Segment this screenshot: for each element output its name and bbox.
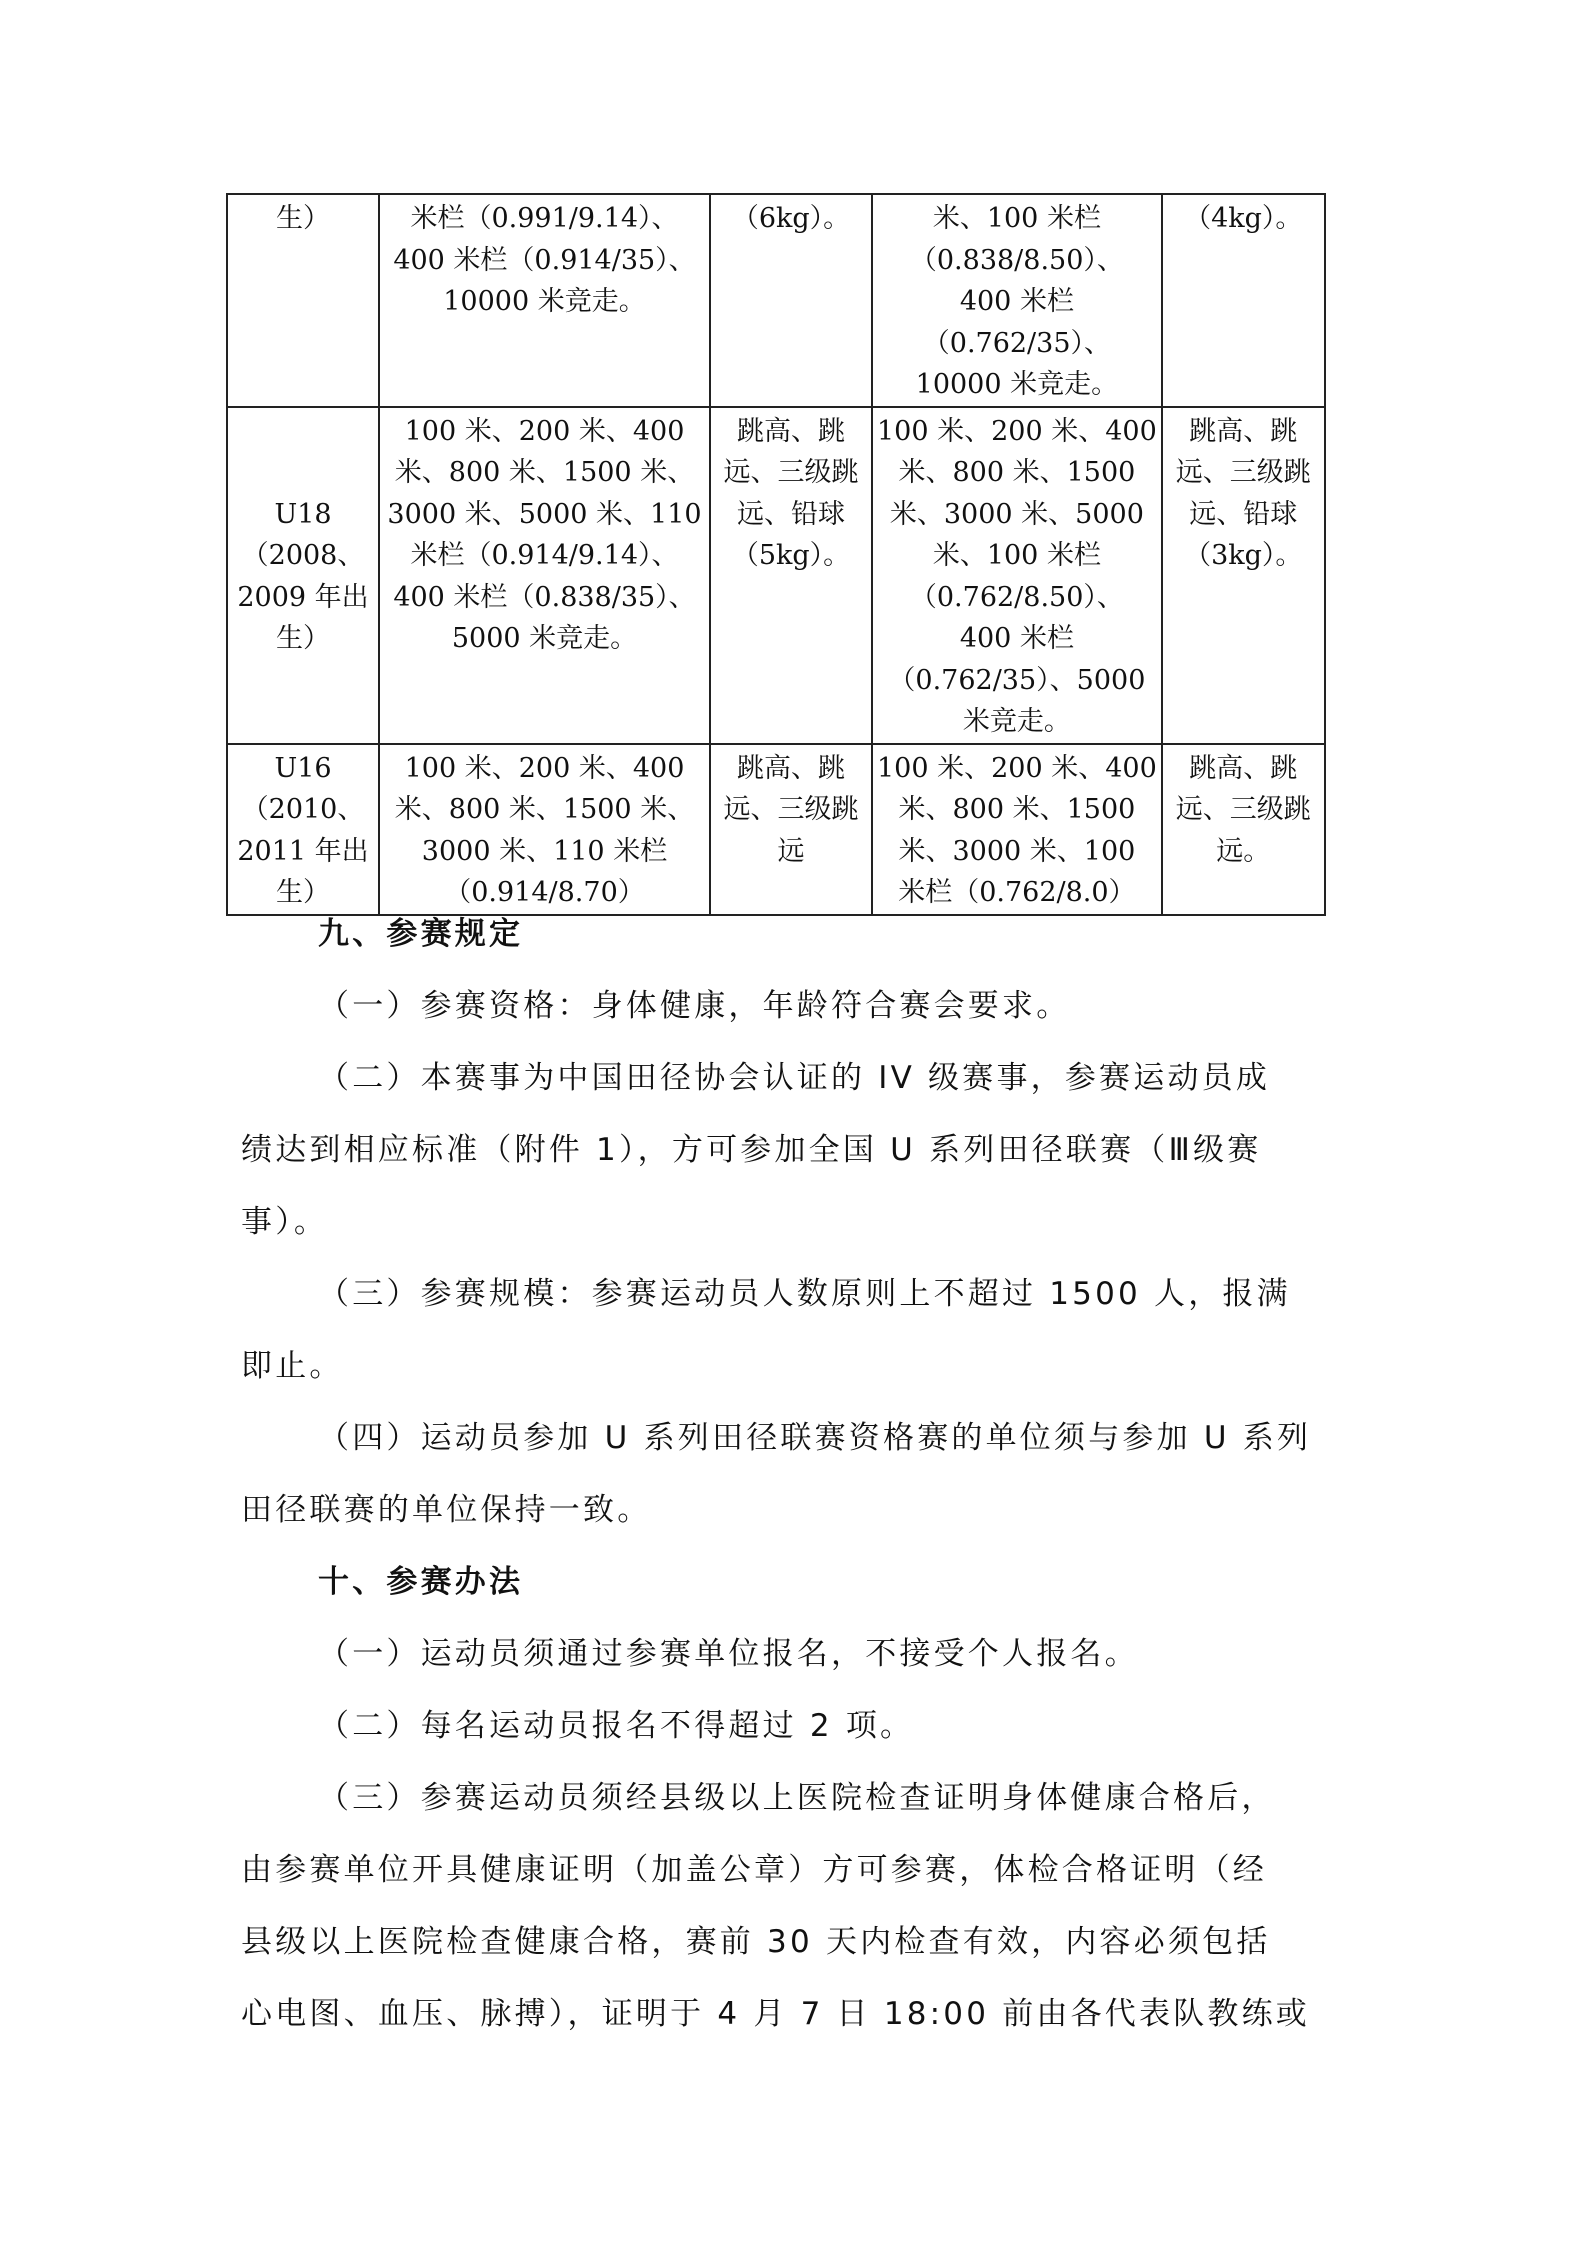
cell-text-line: 跳高、跳	[737, 415, 845, 447]
table-row	[227, 407, 1325, 744]
cell-text-line: 米栏（0.991/9.14）、	[410, 203, 679, 234]
cell-text-line: （0.762/35）、5000	[888, 664, 1146, 696]
female-field-events-cell	[1162, 744, 1325, 915]
cell-text-line: 400 米栏（0.914/35）、	[393, 244, 696, 276]
group-cell	[227, 744, 379, 915]
cell-text-line: 远	[777, 835, 805, 867]
cell-text-line: 远、三级跳	[1175, 457, 1311, 488]
s10-paragraph-3-line-3: 县级以上医院检查健康合格，赛前 30 天内检查有效，内容必须包括	[241, 1924, 1271, 1960]
cell-text-line: 米栏（0.762/8.0）	[898, 877, 1136, 908]
cell-text-line: 米、800 米、1500 米、	[394, 457, 695, 488]
s9-paragraph-3-line-1: （三）参赛规模：参赛运动员人数原则上不超过 1500 人，报满	[318, 1276, 1291, 1312]
female-track-events-cell	[872, 194, 1162, 407]
events-table	[226, 193, 1326, 916]
cell-text-line: （6kg）。	[731, 203, 851, 234]
cell-text-line: 跳高、跳	[1189, 752, 1298, 784]
s10-paragraph-3-line-2: 由参赛单位开具健康证明（加盖公章）方可参赛，体检合格证明（经	[241, 1852, 1267, 1888]
s10-paragraph-3-line-1: （三）参赛运动员须经县级以上医院检查证明身体健康合格后，	[318, 1780, 1276, 1816]
cell-text-line: 远、铅球	[737, 498, 845, 530]
cell-text-line: 跳高、跳	[1189, 415, 1298, 447]
cell-text-line: （2010、	[241, 794, 365, 825]
cell-text-line: 生）	[276, 203, 330, 234]
group-cell	[227, 407, 379, 744]
cell-text-line: 10000 米竞走。	[443, 286, 646, 317]
table-row	[227, 744, 1325, 915]
cell-text-line: 米栏（0.914/9.14）、	[410, 540, 679, 571]
section-10-heading: 十、参赛办法	[318, 1564, 524, 1600]
cell-text-line: 米、800 米、1500 米、	[394, 794, 695, 825]
cell-text-line: U18	[274, 498, 332, 530]
s9-paragraph-2-line-3: 事）。	[241, 1204, 329, 1240]
s10-paragraph-1: （一）运动员须通过参赛单位报名，不接受个人报名。	[318, 1636, 1139, 1672]
cell-text-line: （4kg）。	[1184, 203, 1303, 234]
cell-text-line: 3000 米、5000 米、110	[387, 498, 702, 530]
section-9-heading: 九、参赛规定	[318, 916, 524, 952]
male-track-events-cell	[379, 194, 710, 407]
cell-text-line: （0.838/8.50）、	[909, 244, 1124, 276]
cell-text-line: 远、三级跳	[723, 794, 859, 825]
s10-paragraph-2: （二）每名运动员报名不得超过 2 项。	[318, 1708, 915, 1744]
female-field-events-cell	[1162, 194, 1325, 407]
cell-text-line: （2008、	[241, 540, 365, 571]
male-field-events-cell	[710, 407, 872, 744]
s9-paragraph-4-line-1: （四）运动员参加 U 系列田径联赛资格赛的单位须与参加 U 系列	[318, 1420, 1312, 1456]
table-row	[227, 194, 1325, 407]
s9-paragraph-2-line-2: 绩达到相应标准（附件 1），方可参加全国 U 系列田径联赛（Ⅲ级赛	[241, 1132, 1262, 1168]
cell-text-line: （3kg）。	[1184, 540, 1303, 571]
cell-text-line: 生）	[276, 877, 330, 908]
cell-text-line: 100 米、200 米、400	[404, 752, 685, 784]
female-field-events-cell	[1162, 407, 1325, 744]
cell-text-line: 400 米栏	[959, 623, 1074, 654]
group-cell	[227, 194, 379, 407]
cell-text-line: 米、100 米栏	[932, 540, 1101, 571]
cell-text-line: 5000 米竞走。	[451, 623, 638, 654]
cell-text-line: 米、100 米栏	[932, 203, 1101, 234]
s9-paragraph-3-line-2: 即止。	[241, 1348, 344, 1384]
s9-paragraph-2-line-1: （二）本赛事为中国田径协会认证的 IV 级赛事，参赛运动员成	[318, 1060, 1271, 1096]
cell-text-line: （5kg）。	[731, 540, 851, 571]
cell-text-line: 400 米栏（0.838/35）、	[393, 581, 696, 613]
female-track-events-cell	[872, 407, 1162, 744]
cell-text-line: 10000 米竞走。	[915, 369, 1119, 400]
cell-text-line: U16	[274, 752, 332, 784]
s9-paragraph-1: （一）参赛资格：身体健康，年龄符合赛会要求。	[318, 988, 1071, 1024]
cell-text-line: 2009 年出	[237, 581, 369, 613]
cell-text-line: （0.762/8.50）、	[909, 581, 1124, 613]
male-field-events-cell	[710, 194, 872, 407]
s10-paragraph-3-line-4: 心电图、血压、脉搏），证明于 4 月 7 日 18:00 前由各代表队教练或	[241, 1996, 1311, 2032]
male-track-events-cell	[379, 407, 710, 744]
cell-text-line: 生）	[276, 623, 330, 654]
cell-text-line: 米、3000 米、5000	[889, 498, 1144, 530]
cell-text-line: 2011 年出	[237, 835, 369, 867]
cell-text-line: 米、800 米、1500	[898, 457, 1136, 488]
cell-text-line: 远。	[1216, 835, 1271, 867]
cell-text-line: 3000 米、110 米栏	[421, 835, 668, 867]
cell-text-line: 400 米栏	[959, 286, 1074, 317]
cell-text-line: 100 米、200 米、400	[404, 415, 685, 447]
female-track-events-cell	[872, 744, 1162, 915]
s9-paragraph-4-line-2: 田径联赛的单位保持一致。	[241, 1492, 652, 1528]
cell-text-line: 跳高、跳	[737, 752, 845, 784]
cell-text-line: 远、三级跳	[1175, 794, 1311, 825]
cell-text-line: 米、800 米、1500	[898, 794, 1136, 825]
male-track-events-cell	[379, 744, 710, 915]
cell-text-line: 米竞走。	[962, 706, 1071, 737]
cell-text-line: （0.914/8.70）	[444, 877, 645, 908]
cell-text-line: 米、3000 米、100	[898, 835, 1136, 867]
cell-text-line: 100 米、200 米、400	[877, 415, 1157, 447]
cell-text-line: 远、铅球	[1189, 498, 1298, 530]
cell-text-line: 远、三级跳	[723, 457, 859, 488]
male-field-events-cell	[710, 744, 872, 915]
cell-text-line: 100 米、200 米、400	[877, 752, 1157, 784]
cell-text-line: （0.762/35）、	[922, 327, 1112, 359]
